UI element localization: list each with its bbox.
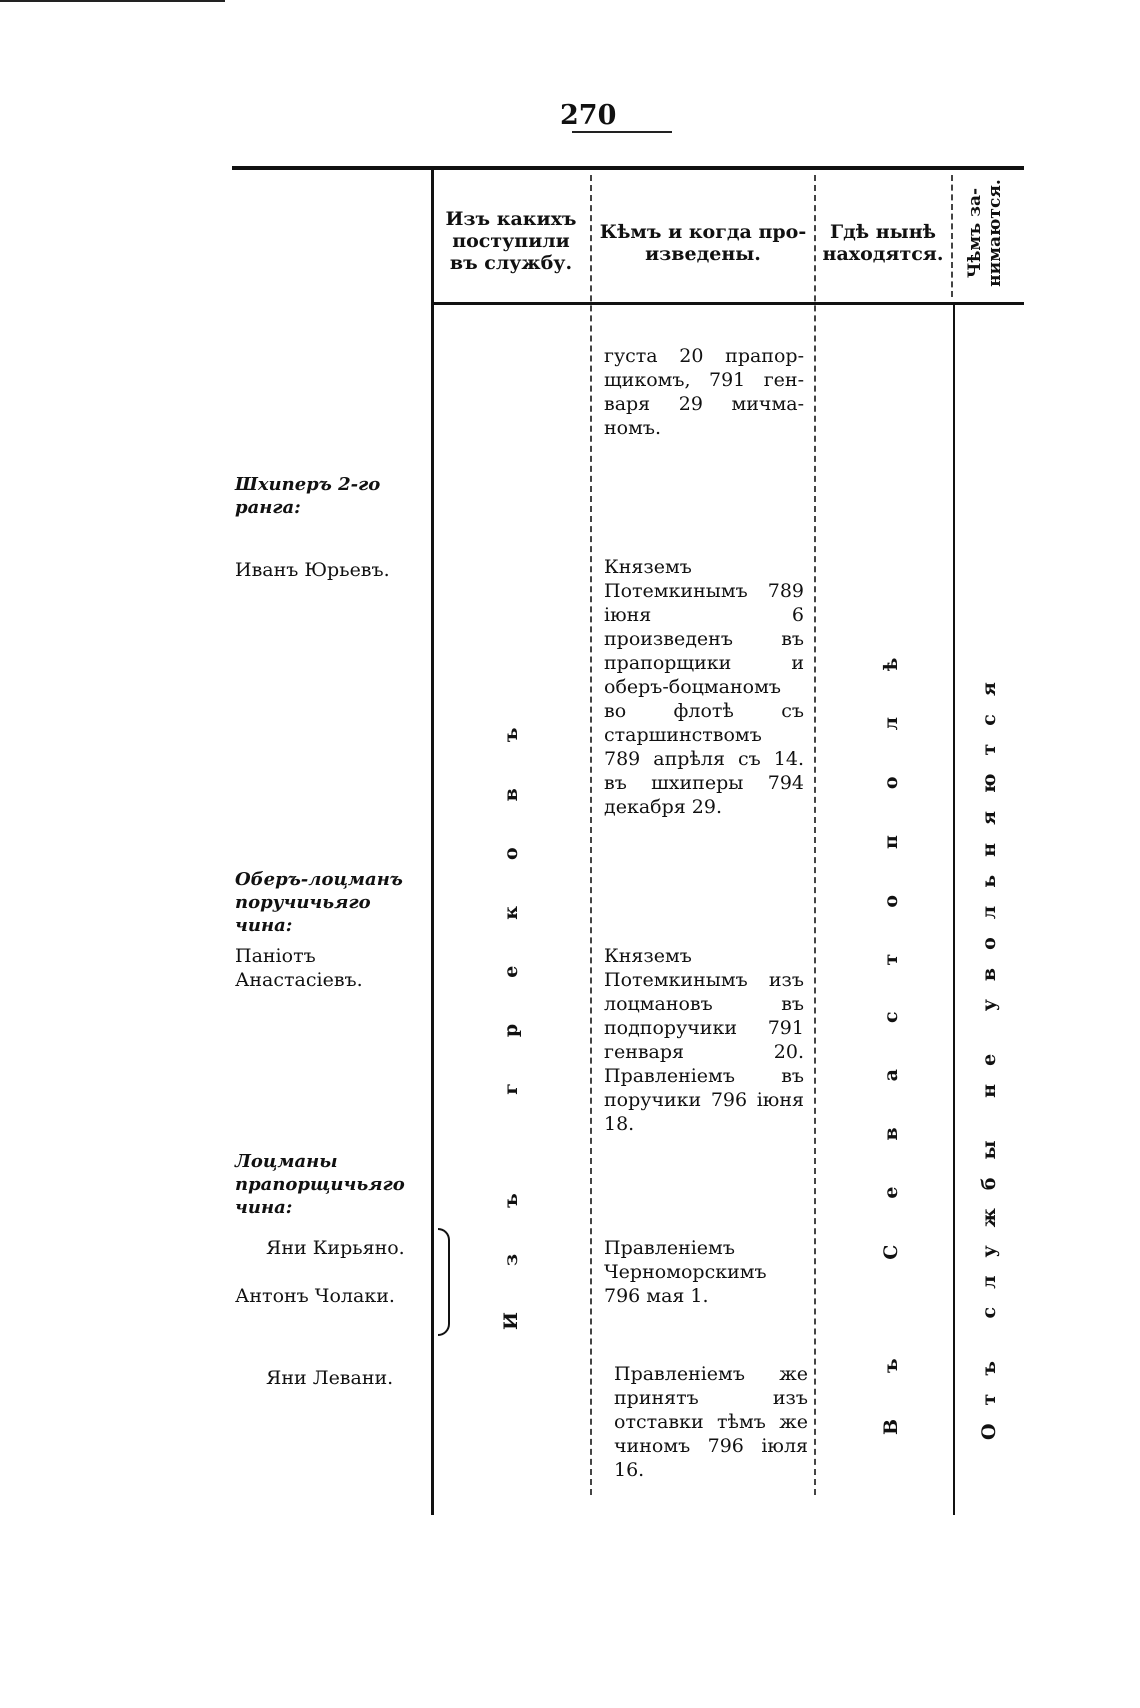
rank-label: Оберъ-лоцманъ поручичьяго чина: [235,869,403,936]
promotion-record: Княземъ Потемкинымъ изъ лоцмановъ въ подпоручики 791 генваря 20. Правленіемъ въ поручики 796 іюня 18. [604,945,804,1135]
page-number: 270 [560,100,617,131]
page-corner-rule [0,0,225,2]
column-divider-2 [814,175,816,1495]
person-name: Иванъ Юрьевъ. [235,559,390,581]
grouping-brace [438,1228,450,1336]
rank-label: Шхиперъ 2-го ранга: [235,474,381,518]
column-divider-1 [590,175,592,1495]
rank-label: Лоцманы прапорщичьяго чина: [235,1151,405,1218]
table-header-rule [432,302,1024,305]
table-right-vertical-rule [953,305,955,1515]
table-left-vertical-rule [431,170,434,1515]
person-name: Яни Левани. [266,1367,394,1389]
header-location: Гдѣ нынѣ находятся. [822,220,944,265]
promotion-record: Правленіемъ же принятъ изъ отставки тѣмъ же чиномъ 796 іюля 16. [614,1363,808,1481]
promotion-record: Правленіемъ Черноморскимъ 796 мая 1. [604,1237,767,1307]
header-promoted: Кѣмъ и когда про- изведены. [599,220,807,265]
person-name: Паніотъ Анастасіевъ. [235,945,363,991]
header-occupation: Чѣмъ за- нимаются. [965,179,1005,287]
promotion-record: Княземъ Потемкинымъ 789 іюня 6 произведенъ въ прапорщики и оберъ-боцманомъ во флотѣ съ старшинствомъ 789 апрѣля съ 14. въ шхиперы 794 декабря 29. [604,556,804,818]
promotion-continuation: густа 20 прапор-щикомъ, 791 ген-варя 29 мичма-номъ. [604,345,804,439]
table-top-rule [232,166,1024,170]
page-number-underline [572,131,672,133]
person-name: Антонъ Чолаки. [235,1285,395,1307]
header-source: Изъ какихъ поступили въ службу. [445,208,577,274]
person-name: Яни Кирьяно. [266,1237,405,1259]
